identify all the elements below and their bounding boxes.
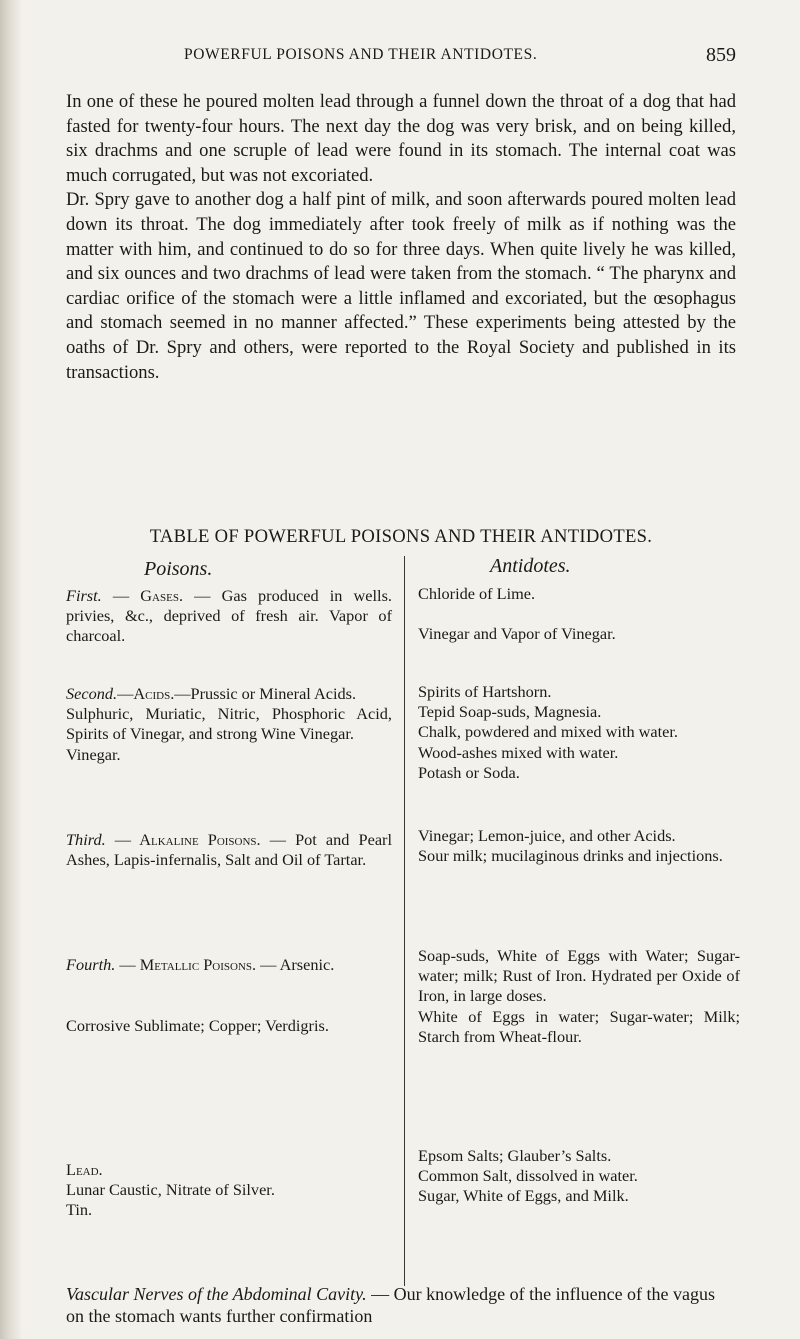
poison-cell-acids [66,684,392,765]
antidote-cell-gases: Chloride of Lime. Vinegar and Vapor of Vinegar. [418,584,616,644]
poison-cell-lead [66,1160,392,1221]
column-divider [404,556,405,1286]
row-ordinal: First. [66,586,102,605]
poison-cell-alkaline [66,830,392,870]
row-ordinal: Fourth. [66,955,116,974]
row-ordinal: Second. [66,684,118,703]
paragraph: In one of these he poured molten lead through a funnel down the throat of a dog that had fasted for twenty-four hours. The next day the dog was very brisk, and on being killed, six drachms and one scruple of lead were found in its stomach. The internal coat was much corrugated, but was not excoriated. [66,91,736,186]
row-category: — Metallic Poisons. [115,955,257,974]
row-category: —Acids. [117,684,175,703]
row-category: — Gases. [101,586,184,605]
row-poisons: — Arsenic. Corrosive Sublimate; Copper; Verdigris. [66,955,335,1035]
row-category: Lead. [66,1160,103,1179]
closing-paragraph [66,1283,736,1327]
row-ordinal: Third. [66,830,106,849]
antidote-cell-metallic: Soap-suds, White of Eggs with Water; Sugar-water; milk; Rust of Iron. Hydrated per Oxide of Iron, in large doses. White of Eggs in water; Sugar-water; Milk; Starch from Wheat-flour. [418,946,740,1046]
poison-cell-metallic [66,955,392,1036]
antidote-cell-acids: Spirits of Hartshorn. Tepid Soap-suds, Magnesia. Chalk, powdered and mixed with water. Wood-ashes mixed with water. Potash or Soda. [418,682,678,782]
closing-text: — Our knowledge of the influence of the vagus on the stomach wants further confirmation [66,1284,716,1326]
poison-cell-gases [66,586,392,647]
running-title: POWERFUL POISONS AND THEIR ANTIDOTES. [184,46,538,63]
body-text [66,90,736,385]
row-category: — Alkaline Poisons. [105,830,261,849]
row-poisons: Lunar Caustic, Nitrate of Silver. Tin. [66,1180,275,1220]
page-number: 859 [706,44,736,66]
row-poisons: —Prussic or Mineral Acids. Sulphuric, Muriatic, Nitric, Phosphoric Acid, Spirits of Vinegar, and strong Wine Vinegar. Vinegar. [66,684,392,764]
antidote-cell-alkaline: Vinegar; Lemon-juice, and other Acids. Sour milk; mucilaginous drinks and injections. [418,826,723,866]
poisons-heading: Poisons. [144,558,213,580]
antidote-cell-lead: Epsom Salts; Glauber’s Salts. Common Salt, dissolved in water. Sugar, White of Eggs, and Milk. [418,1146,638,1206]
section-heading-italic: Vascular Nerves of the Abdominal Cavity. [66,1284,367,1304]
row-poisons: — Pot and Pearl Ashes, Lapis-infernalis, Salt and Oil of Tartar. [66,830,392,870]
running-header [66,44,736,68]
row-poisons: — Gas produced in wells. privies, &c., deprived of fresh air. Vapor of charcoal. [66,586,392,646]
book-binding-edge [0,0,22,1339]
table-title: TABLE OF POWERFUL POISONS AND THEIR ANTIDOTES. [149,526,653,547]
antidotes-heading: Antidotes. [490,555,571,577]
paragraph: Dr. Spry gave to another dog a half pint of milk, and soon afterwards poured molten lead down its throat. The dog immediately after took freely of milk as if nothing was the matter with him, and continued to do so for three days. When quite lively he was killed, and six ounces and two drachms of lead were taken from the stomach. “ The pharynx and cardiac orifice of the stomach were a little inflamed and excoriated, but the œsophagus and stomach seemed in no manner affected.” These experiments being attested by the oaths of Dr. Spry and others, were reported to the Royal Society and published in its transactions. [66,189,736,383]
